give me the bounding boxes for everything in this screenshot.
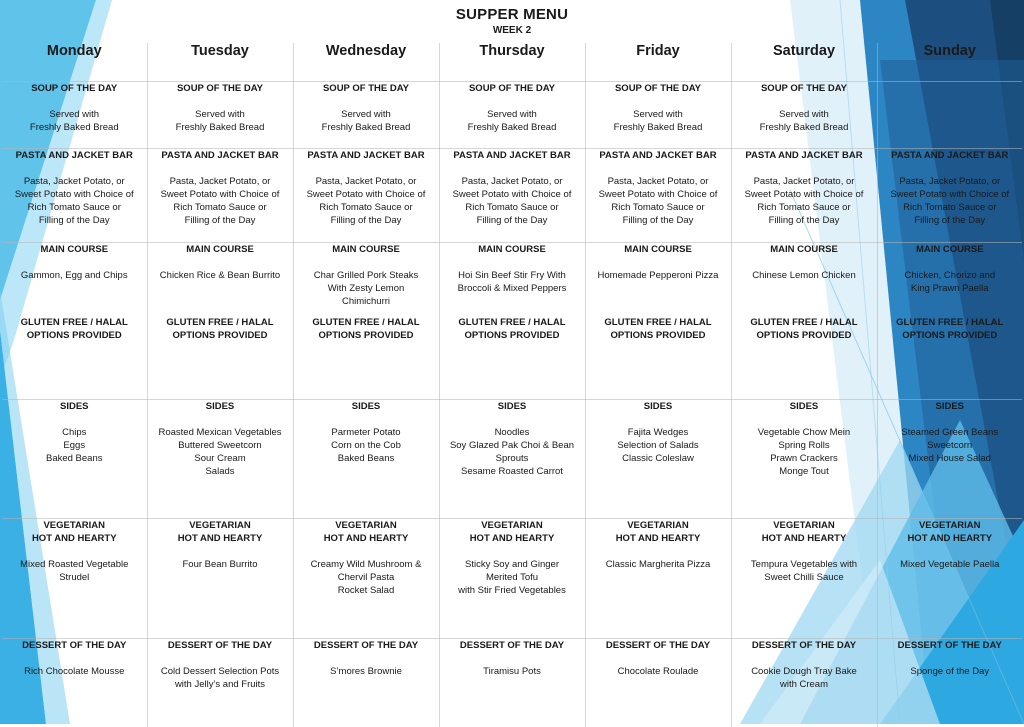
gluten-free-block <box>148 316 293 342</box>
gluten-free-label: GLUTEN FREE / HALAL <box>148 316 293 329</box>
soup-cell-monday <box>2 82 147 149</box>
day-header-tuesday: Tuesday <box>147 43 293 82</box>
gluten-free-label: OPTIONS PROVIDED <box>732 329 877 342</box>
spacer <box>444 162 581 175</box>
main-cell-tuesday <box>147 243 293 400</box>
pasta-item: Sweet Potato with Choice of <box>736 188 873 201</box>
spacer <box>6 95 143 108</box>
veg-label: VEGETARIAN <box>298 519 435 532</box>
soup-item: Freshly Baked Bread <box>6 121 143 134</box>
dessert-item: Rich Chocolate Mousse <box>6 665 143 678</box>
gluten-free-label: OPTIONS PROVIDED <box>148 329 293 342</box>
pasta-label: PASTA AND JACKET BAR <box>882 149 1019 162</box>
main-item: With Zesty Lemon <box>298 282 435 295</box>
sides-item: Classic Coleslaw <box>590 452 727 465</box>
pasta-item: Rich Tomato Sauce or <box>298 201 435 214</box>
main-item: King Prawn Paella <box>882 282 1019 295</box>
veg-item: Rocket Salad <box>298 584 435 597</box>
pasta-label: PASTA AND JACKET BAR <box>6 149 143 162</box>
sides-item: Sweetcorn <box>882 439 1019 452</box>
pasta-item: Filling of the Day <box>882 214 1019 227</box>
spacer <box>6 162 143 175</box>
spacer <box>590 545 727 558</box>
spacer <box>298 545 435 558</box>
pasta-label: PASTA AND JACKET BAR <box>736 149 873 162</box>
gluten-free-block <box>586 316 731 342</box>
gluten-free-label: OPTIONS PROVIDED <box>440 329 585 342</box>
soup-cell-sunday <box>877 82 1022 149</box>
sides-item: Eggs <box>6 439 143 452</box>
gluten-free-label: OPTIONS PROVIDED <box>586 329 731 342</box>
soup-item: Served with <box>6 108 143 121</box>
veg-cell-thursday <box>439 519 585 639</box>
dessert-item: Cookie Dough Tray Bake <box>736 665 873 678</box>
pasta-item: Filling of the Day <box>6 214 143 227</box>
pasta-cell-thursday <box>439 149 585 243</box>
soup-item: Freshly Baked Bread <box>444 121 581 134</box>
day-header-sunday: Sunday <box>877 43 1022 82</box>
pasta-item: Pasta, Jacket Potato, or <box>152 175 289 188</box>
dessert-label: DESSERT OF THE DAY <box>882 639 1019 652</box>
sides-item: Soy Glazed Pak Choi & Bean <box>444 439 581 452</box>
vegetarian-row <box>2 519 1022 639</box>
veg-label: VEGETARIAN <box>736 519 873 532</box>
sides-item: Baked Beans <box>6 452 143 465</box>
veg-label: HOT AND HEARTY <box>444 532 581 545</box>
spacer <box>882 162 1019 175</box>
veg-cell-monday <box>2 519 147 639</box>
dessert-item: Cold Dessert Selection Pots <box>152 665 289 678</box>
veg-cell-wednesday <box>293 519 439 639</box>
veg-label: VEGETARIAN <box>444 519 581 532</box>
pasta-item: Pasta, Jacket Potato, or <box>590 175 727 188</box>
main-label: MAIN COURSE <box>152 243 289 256</box>
spacer <box>298 652 435 665</box>
spacer <box>6 256 143 269</box>
soup-cell-friday <box>585 82 731 149</box>
sides-item: Sprouts <box>444 452 581 465</box>
pasta-item: Sweet Potato with Choice of <box>444 188 581 201</box>
sides-label: SIDES <box>590 400 727 413</box>
soup-cell-tuesday <box>147 82 293 149</box>
veg-item: Classic Margherita Pizza <box>590 558 727 571</box>
sides-item: Baked Beans <box>298 452 435 465</box>
menu-header <box>0 6 1024 36</box>
gluten-free-label: GLUTEN FREE / HALAL <box>732 316 877 329</box>
sides-label: SIDES <box>298 400 435 413</box>
spacer <box>882 256 1019 269</box>
soup-item: Served with <box>298 108 435 121</box>
pasta-item: Rich Tomato Sauce or <box>6 201 143 214</box>
main-cell-monday <box>2 243 147 400</box>
main-label: MAIN COURSE <box>298 243 435 256</box>
pasta-label: PASTA AND JACKET BAR <box>590 149 727 162</box>
sides-label: SIDES <box>152 400 289 413</box>
sides-row <box>2 400 1022 519</box>
pasta-item: Sweet Potato with Choice of <box>6 188 143 201</box>
veg-label: VEGETARIAN <box>590 519 727 532</box>
spacer <box>6 413 143 426</box>
pasta-item: Pasta, Jacket Potato, or <box>444 175 581 188</box>
pasta-label: PASTA AND JACKET BAR <box>298 149 435 162</box>
veg-label: VEGETARIAN <box>882 519 1019 532</box>
spacer <box>152 256 289 269</box>
soup-label: SOUP OF THE DAY <box>6 82 143 95</box>
main-item: Gammon, Egg and Chips <box>6 269 143 282</box>
veg-item: Sweet Chilli Sauce <box>736 571 873 584</box>
pasta-item: Filling of the Day <box>298 214 435 227</box>
spacer <box>152 652 289 665</box>
spacer <box>736 413 873 426</box>
dessert-label: DESSERT OF THE DAY <box>736 639 873 652</box>
spacer <box>444 652 581 665</box>
main-cell-friday <box>585 243 731 400</box>
sides-label: SIDES <box>882 400 1019 413</box>
spacer <box>590 652 727 665</box>
dessert-item: with Jelly’s and Fruits <box>152 678 289 691</box>
dessert-label: DESSERT OF THE DAY <box>444 639 581 652</box>
spacer <box>444 545 581 558</box>
sides-item: Sour Cream <box>152 452 289 465</box>
soup-item: Freshly Baked Bread <box>152 121 289 134</box>
dessert-cell-monday <box>2 639 147 727</box>
pasta-item: Filling of the Day <box>444 214 581 227</box>
dessert-label: DESSERT OF THE DAY <box>298 639 435 652</box>
main-label: MAIN COURSE <box>6 243 143 256</box>
soup-item: Freshly Baked Bread <box>298 121 435 134</box>
spacer <box>6 652 143 665</box>
pasta-cell-friday <box>585 149 731 243</box>
dessert-item: with Cream <box>736 678 873 691</box>
gluten-free-label: GLUTEN FREE / HALAL <box>2 316 147 329</box>
pasta-label: PASTA AND JACKET BAR <box>444 149 581 162</box>
sides-label: SIDES <box>444 400 581 413</box>
dessert-label: DESSERT OF THE DAY <box>590 639 727 652</box>
soup-cell-saturday <box>731 82 877 149</box>
gluten-free-label: OPTIONS PROVIDED <box>878 329 1023 342</box>
spacer <box>736 162 873 175</box>
soup-label: SOUP OF THE DAY <box>298 82 435 95</box>
veg-item: Tempura Vegetables with <box>736 558 873 571</box>
dessert-cell-thursday <box>439 639 585 727</box>
soup-item: Served with <box>152 108 289 121</box>
sides-cell-wednesday <box>293 400 439 519</box>
veg-item: Merited Tofu <box>444 571 581 584</box>
pasta-item: Sweet Potato with Choice of <box>882 188 1019 201</box>
pasta-item: Pasta, Jacket Potato, or <box>882 175 1019 188</box>
spacer <box>6 545 143 558</box>
soup-label: SOUP OF THE DAY <box>152 82 289 95</box>
veg-item: Mixed Roasted Vegetable <box>6 558 143 571</box>
spacer <box>152 162 289 175</box>
main-item: Broccoli & Mixed Peppers <box>444 282 581 295</box>
main-cell-wednesday <box>293 243 439 400</box>
veg-item: with Stir Fried Vegetables <box>444 584 581 597</box>
dessert-item: Chocolate Roulade <box>590 665 727 678</box>
sides-item: Corn on the Cob <box>298 439 435 452</box>
main-label: MAIN COURSE <box>736 243 873 256</box>
pasta-cell-wednesday <box>293 149 439 243</box>
spacer <box>444 413 581 426</box>
main-item: Homemade Pepperoni Pizza <box>590 269 727 282</box>
veg-item: Chervil Pasta <box>298 571 435 584</box>
main-item: Chinese Lemon Chicken <box>736 269 873 282</box>
dessert-label: DESSERT OF THE DAY <box>152 639 289 652</box>
sides-item: Monge Tout <box>736 465 873 478</box>
pasta-item: Rich Tomato Sauce or <box>736 201 873 214</box>
gluten-free-label: GLUTEN FREE / HALAL <box>878 316 1023 329</box>
veg-cell-sunday <box>877 519 1022 639</box>
spacer <box>444 256 581 269</box>
day-header-saturday: Saturday <box>731 43 877 82</box>
spacer <box>298 95 435 108</box>
gluten-free-label: GLUTEN FREE / HALAL <box>586 316 731 329</box>
gluten-free-label: OPTIONS PROVIDED <box>294 329 439 342</box>
pasta-item: Sweet Potato with Choice of <box>298 188 435 201</box>
veg-label: HOT AND HEARTY <box>6 532 143 545</box>
sides-item: Mixed House Salad <box>882 452 1019 465</box>
pasta-item: Sweet Potato with Choice of <box>152 188 289 201</box>
sides-item: Prawn Crackers <box>736 452 873 465</box>
sides-item: Vegetable Chow Mein <box>736 426 873 439</box>
gluten-free-block <box>732 316 877 342</box>
sides-item: Noodles <box>444 426 581 439</box>
gluten-free-block <box>440 316 585 342</box>
veg-label: HOT AND HEARTY <box>736 532 873 545</box>
spacer <box>152 545 289 558</box>
veg-label: HOT AND HEARTY <box>298 532 435 545</box>
page-subtitle: WEEK 2 <box>0 25 1024 36</box>
veg-label: HOT AND HEARTY <box>882 532 1019 545</box>
main-label: MAIN COURSE <box>590 243 727 256</box>
page-title: SUPPER MENU <box>0 6 1024 23</box>
spacer <box>590 162 727 175</box>
pasta-item: Pasta, Jacket Potato, or <box>298 175 435 188</box>
pasta-cell-tuesday <box>147 149 293 243</box>
soup-label: SOUP OF THE DAY <box>444 82 581 95</box>
pasta-item: Filling of the Day <box>590 214 727 227</box>
sides-item: Fajita Wedges <box>590 426 727 439</box>
main-label: MAIN COURSE <box>882 243 1019 256</box>
veg-cell-friday <box>585 519 731 639</box>
sides-item: Spring Rolls <box>736 439 873 452</box>
main-item: Chimichurri <box>298 295 435 308</box>
soup-item: Served with <box>736 108 873 121</box>
main-course-row <box>2 243 1022 400</box>
pasta-item: Rich Tomato Sauce or <box>590 201 727 214</box>
day-header-thursday: Thursday <box>439 43 585 82</box>
spacer <box>152 95 289 108</box>
dessert-item: Tiramisu Pots <box>444 665 581 678</box>
pasta-item: Filling of the Day <box>152 214 289 227</box>
veg-item: Mixed Vegetable Paella <box>882 558 1019 571</box>
menu-table <box>2 43 1022 727</box>
sides-item: Salads <box>152 465 289 478</box>
soup-item: Freshly Baked Bread <box>736 121 873 134</box>
day-header-row <box>2 43 1022 82</box>
main-item: Char Grilled Pork Steaks <box>298 269 435 282</box>
veg-cell-tuesday <box>147 519 293 639</box>
spacer <box>882 652 1019 665</box>
spacer <box>298 256 435 269</box>
pasta-row <box>2 149 1022 243</box>
day-header-wednesday: Wednesday <box>293 43 439 82</box>
sides-item: Selection of Salads <box>590 439 727 452</box>
spacer <box>298 413 435 426</box>
dessert-cell-wednesday <box>293 639 439 727</box>
day-header-monday: Monday <box>2 43 147 82</box>
dessert-cell-saturday <box>731 639 877 727</box>
spacer <box>736 545 873 558</box>
pasta-item: Rich Tomato Sauce or <box>882 201 1019 214</box>
dessert-label: DESSERT OF THE DAY <box>6 639 143 652</box>
gluten-free-label: OPTIONS PROVIDED <box>2 329 147 342</box>
main-item: Chicken, Chorizo and <box>882 269 1019 282</box>
main-item: Hoi Sin Beef Stir Fry With <box>444 269 581 282</box>
main-item: Chicken Rice & Bean Burrito <box>152 269 289 282</box>
sides-cell-thursday <box>439 400 585 519</box>
pasta-item: Sweet Potato with Choice of <box>590 188 727 201</box>
soup-item: Served with <box>590 108 727 121</box>
spacer <box>590 413 727 426</box>
gluten-free-label: GLUTEN FREE / HALAL <box>294 316 439 329</box>
spacer <box>736 652 873 665</box>
pasta-item: Filling of the Day <box>736 214 873 227</box>
sides-cell-tuesday <box>147 400 293 519</box>
veg-label: HOT AND HEARTY <box>590 532 727 545</box>
dessert-cell-sunday <box>877 639 1022 727</box>
spacer <box>736 95 873 108</box>
dessert-cell-friday <box>585 639 731 727</box>
spacer <box>444 95 581 108</box>
soup-cell-wednesday <box>293 82 439 149</box>
veg-item: Creamy Wild Mushroom & <box>298 558 435 571</box>
veg-item: Strudel <box>6 571 143 584</box>
gluten-free-label: GLUTEN FREE / HALAL <box>440 316 585 329</box>
sides-item: Steamed Green Beans <box>882 426 1019 439</box>
sides-item: Sesame Roasted Carrot <box>444 465 581 478</box>
main-label: MAIN COURSE <box>444 243 581 256</box>
soup-cell-thursday <box>439 82 585 149</box>
pasta-item: Pasta, Jacket Potato, or <box>736 175 873 188</box>
dessert-cell-tuesday <box>147 639 293 727</box>
soup-row <box>2 82 1022 149</box>
main-cell-thursday <box>439 243 585 400</box>
soup-item: Freshly Baked Bread <box>590 121 727 134</box>
veg-item: Four Bean Burrito <box>152 558 289 571</box>
spacer <box>152 413 289 426</box>
gluten-free-block <box>294 316 439 342</box>
sides-item: Roasted Mexican Vegetables <box>152 426 289 439</box>
soup-label: SOUP OF THE DAY <box>736 82 873 95</box>
pasta-item: Rich Tomato Sauce or <box>152 201 289 214</box>
gluten-free-block <box>878 316 1023 342</box>
spacer <box>882 413 1019 426</box>
sides-label: SIDES <box>736 400 873 413</box>
dessert-row <box>2 639 1022 727</box>
spacer <box>736 256 873 269</box>
pasta-cell-sunday <box>877 149 1022 243</box>
main-cell-saturday <box>731 243 877 400</box>
spacer <box>590 95 727 108</box>
sides-cell-friday <box>585 400 731 519</box>
pasta-label: PASTA AND JACKET BAR <box>152 149 289 162</box>
dessert-item: S’mores Brownie <box>298 665 435 678</box>
gluten-free-block <box>2 316 147 342</box>
pasta-cell-saturday <box>731 149 877 243</box>
pasta-cell-monday <box>2 149 147 243</box>
veg-label: VEGETARIAN <box>6 519 143 532</box>
sides-item: Parmeter Potato <box>298 426 435 439</box>
veg-item: Sticky Soy and Ginger <box>444 558 581 571</box>
pasta-item: Rich Tomato Sauce or <box>444 201 581 214</box>
main-cell-sunday <box>877 243 1022 400</box>
spacer <box>590 256 727 269</box>
pasta-item: Pasta, Jacket Potato, or <box>6 175 143 188</box>
soup-label: SOUP OF THE DAY <box>590 82 727 95</box>
veg-label: HOT AND HEARTY <box>152 532 289 545</box>
spacer <box>298 162 435 175</box>
sides-label: SIDES <box>6 400 143 413</box>
dessert-item: Sponge of the Day <box>882 665 1019 678</box>
sides-cell-monday <box>2 400 147 519</box>
sides-item: Buttered Sweetcorn <box>152 439 289 452</box>
sides-cell-sunday <box>877 400 1022 519</box>
veg-cell-saturday <box>731 519 877 639</box>
day-header-friday: Friday <box>585 43 731 82</box>
spacer <box>882 545 1019 558</box>
sides-item: Chips <box>6 426 143 439</box>
soup-item: Served with <box>444 108 581 121</box>
veg-label: VEGETARIAN <box>152 519 289 532</box>
sides-cell-saturday <box>731 400 877 519</box>
